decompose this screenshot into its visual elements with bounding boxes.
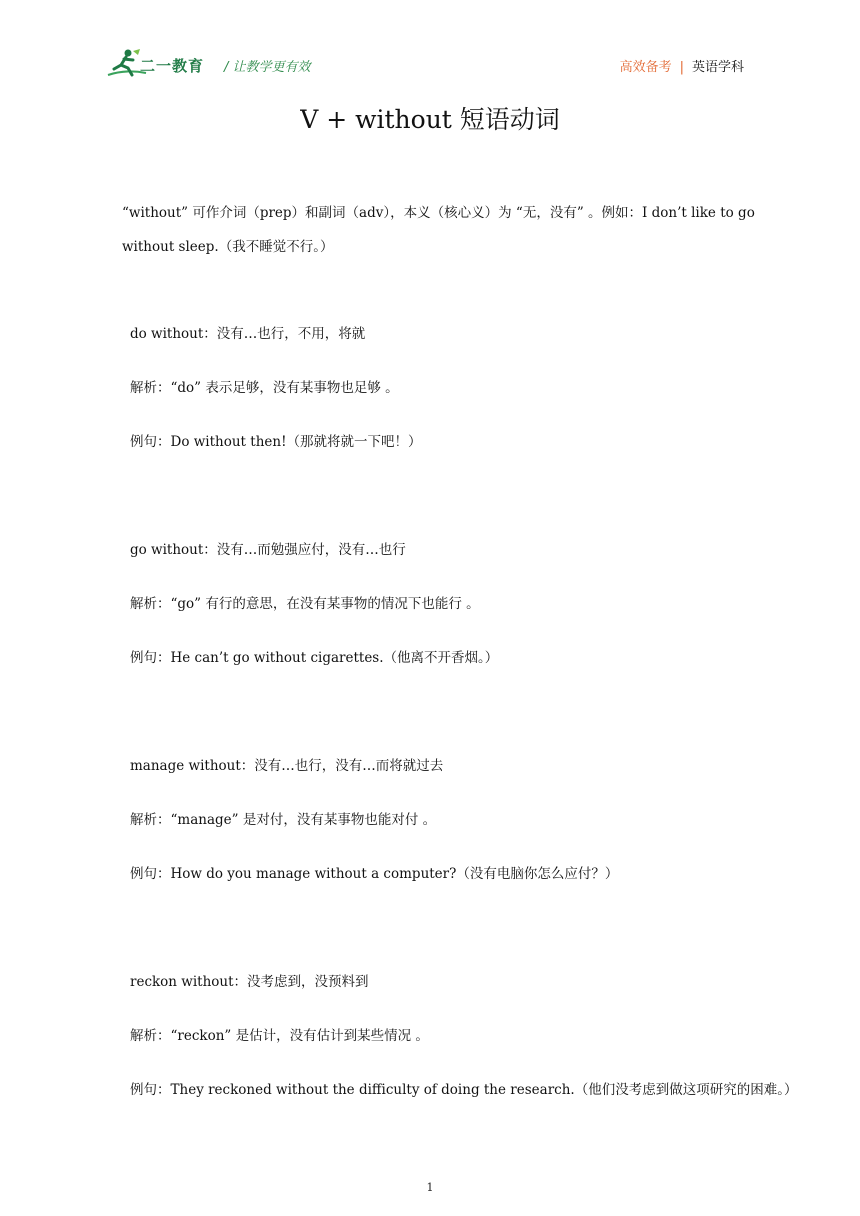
header-tags: [620, 56, 744, 75]
entry-example: 例句：He can’t go without cigarettes.（他离不开香烟。）: [130, 650, 499, 666]
entry-analysis: 解析：“reckon” 是估计，没有估计到某些情况 。: [130, 1028, 429, 1044]
entry-example: 例句：They reckoned without the difficulty of doing the research.（他们没考虑到做这项研究的困难。）: [130, 1082, 798, 1098]
entry-example: 例句：How do you manage without a computer?（没有电脑你怎么应付？）: [130, 866, 619, 882]
intro-paragraph: “without” 可作介词（prep）和副词（adv），本义（核心义）为 “无，没有” 。例如：I don’t like to go without sleep.（我不睡觉不行。）: [122, 205, 755, 255]
brand-name: 二一教育: [140, 57, 205, 75]
entry-phrase: reckon without：没考虑到，没预料到: [130, 974, 369, 990]
entry-analysis: 解析：“manage” 是对付，没有某事物也能对付 。: [130, 812, 437, 828]
slogan: / 让教学更有效: [224, 60, 311, 75]
entry-phrase: do without：没有…也行，不用，将就: [130, 326, 366, 342]
entry-phrase: manage without：没有…也行，没有…而将就过去: [130, 758, 444, 774]
entry-example: 例句：Do without then!（那就将就一下吧！）: [130, 434, 422, 450]
entry-analysis: 解析：“go” 有行的意思，在没有某事物的情况下也能行 。: [130, 596, 480, 612]
entry-phrase: go without：没有…而勉强应付，没有…也行: [130, 542, 406, 558]
page-number: 1: [426, 1181, 434, 1194]
entry-analysis: 解析：“do” 表示足够，没有某事物也足够 。: [130, 380, 399, 396]
subject-label: 英语学科: [691, 60, 744, 75]
document-title: V + without 短语动词: [300, 105, 560, 134]
header-separator: |: [679, 60, 684, 75]
exam-label: 高效备考: [619, 60, 672, 75]
